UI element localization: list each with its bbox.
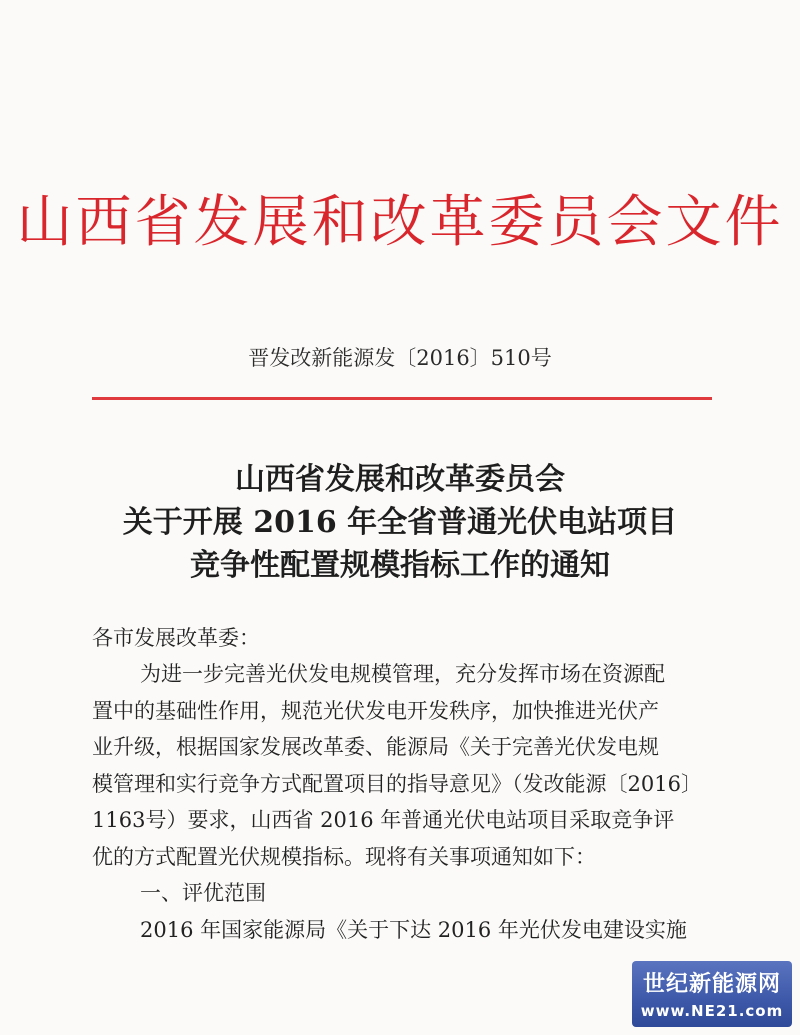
notice-title (0, 458, 800, 587)
body-line: 为进一步完善光伏发电规模管理，充分发挥市场在资源配 (140, 662, 665, 686)
salutation: 各市发展改革委： (92, 626, 260, 650)
notice-body (92, 656, 732, 948)
body-line: 2016 年国家能源局《关于下达 2016 年光伏发电建设实施 (140, 917, 687, 942)
watermark-name: 世纪新能源网 (642, 972, 781, 997)
watermark-url: www.NE21.com (640, 1002, 784, 1020)
body-line: 优的方式配置光伏规模指标。现将有关事项通知如下： (92, 844, 596, 869)
body-line: 业升级，根据国家发展改革委、能源局《关于完善光伏发电规 (92, 735, 659, 759)
red-divider-line (92, 397, 712, 400)
body-line: 置中的基础性作用，规范光伏发电开发秩序，加快推进光伏产 (92, 698, 659, 723)
body-line: 1163号）要求，山西省 2016 年普通光伏电站项目采取竞争评 (92, 808, 675, 832)
document-header-title: 山西省发展和改革委员会文件 (16, 190, 784, 255)
section-heading: 一、评优范围 (140, 881, 266, 905)
site-watermark-logo (632, 961, 792, 1027)
document-number: 晋发改新能源发〔2016〕510号 (248, 346, 552, 370)
body-line: 模管理和实行竞争方式配置项目的指导意见》（发改能源〔2016〕 (92, 771, 702, 796)
notice-title-line: 山西省发展和改革委员会 (235, 462, 565, 497)
notice-title-line: 关于开展 2016 年全省普通光伏电站项目 (122, 505, 678, 540)
notice-title-line: 竞争性配置规模指标工作的通知 (190, 548, 610, 583)
